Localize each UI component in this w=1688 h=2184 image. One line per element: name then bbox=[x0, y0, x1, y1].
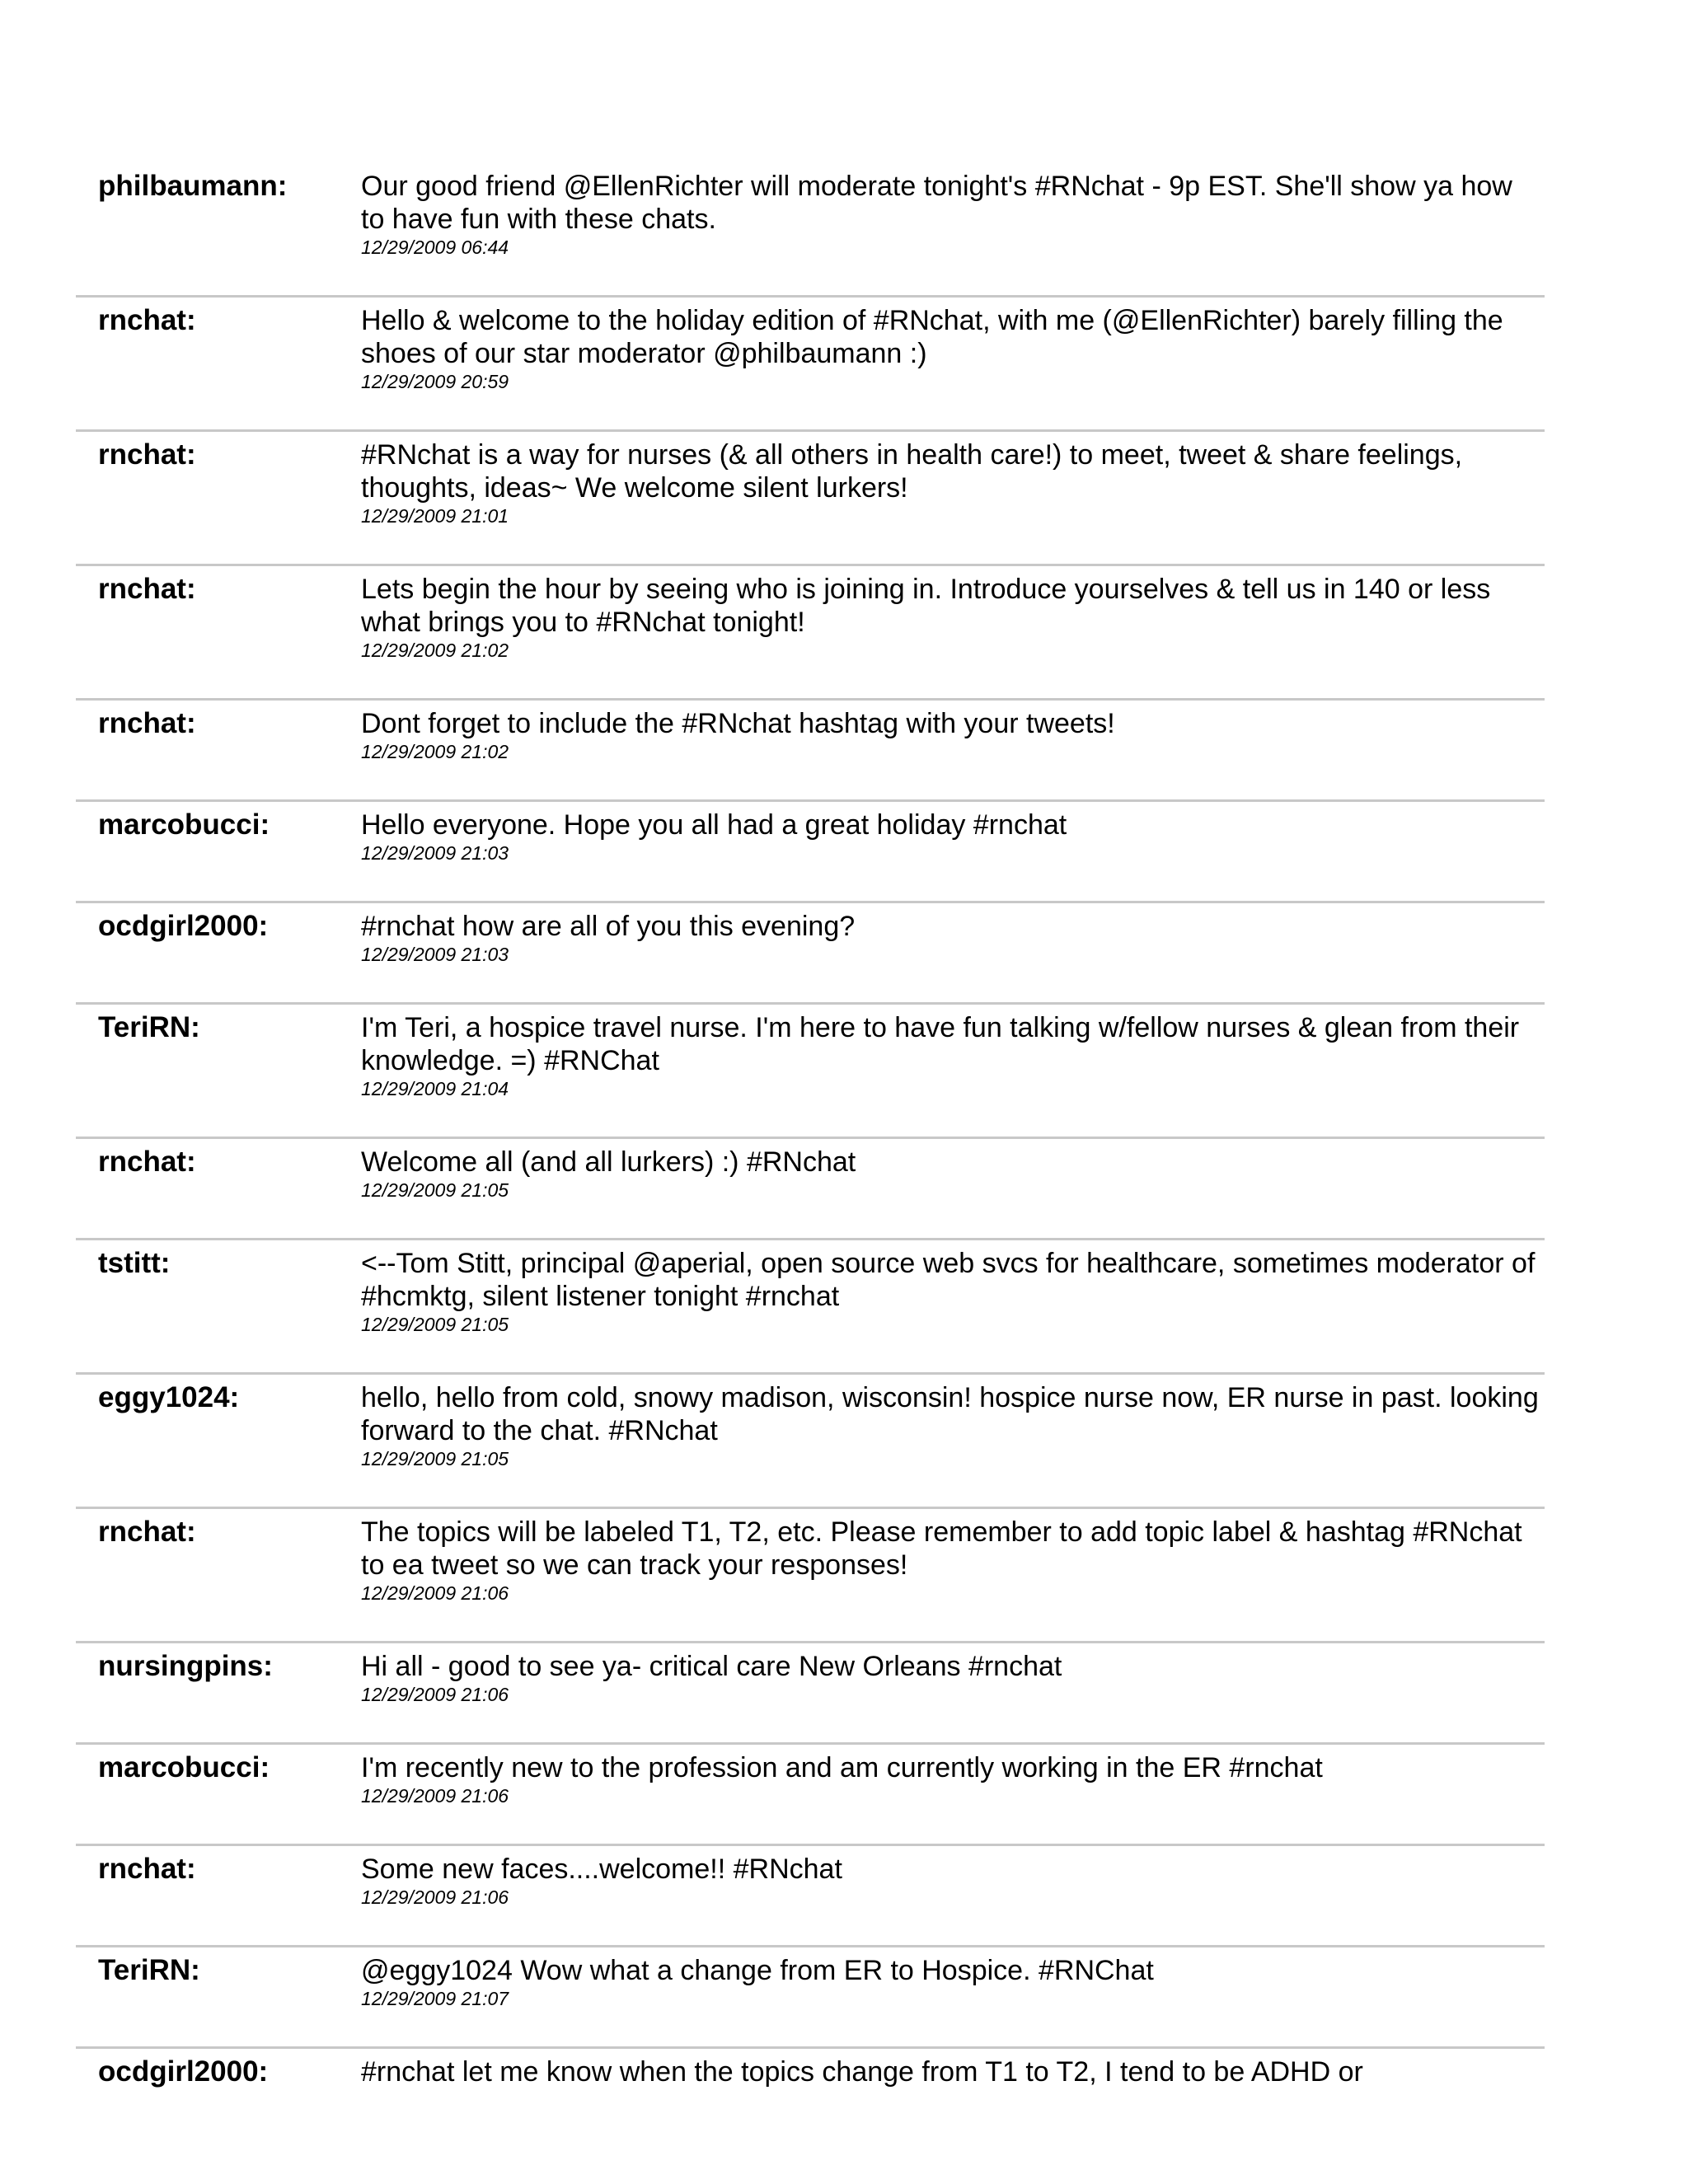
message bbox=[361, 707, 1540, 762]
message-text: #rnchat let me know when the topics change from T1 to T2, I tend to be ADHD or bbox=[361, 2056, 1363, 2088]
username: ocdgirl2000: bbox=[98, 910, 269, 942]
chat-entry bbox=[76, 1375, 1545, 1509]
chat-entry bbox=[76, 432, 1545, 566]
message-text: Lets begin the hour by seeing who is joining in. Introduce yourselves & tell us in 140 or less what brings you to #RNchat tonight! bbox=[361, 574, 1491, 638]
timestamp: 12/29/2009 20:59 bbox=[361, 371, 509, 392]
username: rnchat: bbox=[98, 304, 196, 336]
message-text: Dont forget to include the #RNchat hashtag with your tweets! bbox=[361, 708, 1115, 739]
timestamp: 12/29/2009 21:05 bbox=[361, 1314, 509, 1335]
chat-entry bbox=[76, 1643, 1545, 1745]
message bbox=[361, 1650, 1540, 1705]
timestamp: 12/29/2009 21:04 bbox=[361, 1078, 509, 1099]
chat-entry bbox=[76, 1139, 1545, 1240]
message-text: #RNchat is a way for nurses (& all others in health care!) to meet, tweet & share feelings, thoughts, ideas~ We welcome silent lurkers! bbox=[361, 439, 1463, 504]
chat-entry bbox=[76, 1846, 1545, 1947]
message-text: hello, hello from cold, snowy madison, wisconsin! hospice nurse now, ER nurse in past. looking forward to the chat. #RNchat bbox=[361, 1382, 1539, 1446]
timestamp: 12/29/2009 21:06 bbox=[361, 1785, 509, 1807]
message bbox=[361, 1516, 1540, 1604]
username: TeriRN: bbox=[98, 1011, 200, 1043]
username: marcobucci: bbox=[98, 1751, 270, 1783]
chat-entry bbox=[76, 1509, 1545, 1643]
chat-entry bbox=[76, 903, 1545, 1005]
message bbox=[361, 1247, 1540, 1335]
timestamp: 12/29/2009 06:44 bbox=[361, 237, 509, 258]
username: rnchat: bbox=[98, 707, 196, 739]
timestamp: 12/29/2009 21:06 bbox=[361, 1886, 509, 1908]
chat-entry bbox=[76, 701, 1545, 802]
username: rnchat: bbox=[98, 438, 196, 471]
username: rnchat: bbox=[98, 573, 196, 605]
username: TeriRN: bbox=[98, 1954, 200, 1986]
timestamp: 12/29/2009 21:07 bbox=[361, 1988, 509, 2009]
message-text: I'm Teri, a hospice travel nurse. I'm here to have fun talking w/fellow nurses & glean from their knowledge. =) #RNChat bbox=[361, 1012, 1520, 1076]
message-text: I'm recently new to the profession and am currently working in the ER #rnchat bbox=[361, 1752, 1323, 1783]
chat-entry bbox=[76, 163, 1545, 298]
chat-entry bbox=[76, 566, 1545, 701]
message bbox=[361, 1381, 1540, 1469]
chat-entry bbox=[76, 298, 1545, 432]
message bbox=[361, 1751, 1540, 1807]
timestamp: 12/29/2009 21:06 bbox=[361, 1684, 509, 1705]
timestamp: 12/29/2009 21:01 bbox=[361, 505, 509, 527]
message-text: <--Tom Stitt, principal @aperial, open source web svcs for healthcare, sometimes moderator of #hcmktg, silent listener tonight #rnchat bbox=[361, 1248, 1536, 1312]
message-text: Our good friend @EllenRichter will moderate tonight's #RNchat - 9p EST. She'll show ya how to have fun with these chats. bbox=[361, 171, 1512, 235]
chat-entry bbox=[76, 1745, 1545, 1846]
chat-entry bbox=[76, 802, 1545, 903]
timestamp: 12/29/2009 21:06 bbox=[361, 1582, 509, 1604]
message bbox=[361, 1011, 1540, 1099]
username: tstitt: bbox=[98, 1247, 171, 1279]
timestamp: 12/29/2009 21:02 bbox=[361, 640, 509, 661]
message bbox=[361, 808, 1540, 864]
message-text: The topics will be labeled T1, T2, etc. Please remember to add topic label & hashtag #RNchat to ea tweet so we can track your responses! bbox=[361, 1516, 1522, 1581]
username: rnchat: bbox=[98, 1516, 196, 1548]
username: marcobucci: bbox=[98, 808, 270, 841]
message bbox=[361, 910, 1540, 965]
message bbox=[361, 2055, 1540, 2088]
message-text: Hi all - good to see ya- critical care New Orleans #rnchat bbox=[361, 1651, 1062, 1682]
message-text: Hello & welcome to the holiday edition of #RNchat, with me (@EllenRichter) barely filling the shoes of our star moderator @philbaumann :) bbox=[361, 305, 1503, 369]
message bbox=[361, 1146, 1540, 1201]
message bbox=[361, 1954, 1540, 2009]
message-text: Some new faces....welcome!! #RNchat bbox=[361, 1854, 842, 1885]
timestamp: 12/29/2009 21:03 bbox=[361, 842, 509, 864]
message-text: Hello everyone. Hope you all had a great holiday #rnchat bbox=[361, 809, 1067, 841]
username: nursingpins: bbox=[98, 1650, 273, 1682]
message-text: @eggy1024 Wow what a change from ER to Hospice. #RNChat bbox=[361, 1955, 1154, 1986]
timestamp: 12/29/2009 21:05 bbox=[361, 1179, 509, 1201]
chat-transcript bbox=[76, 163, 1545, 2115]
username: philbaumann: bbox=[98, 170, 288, 202]
chat-entry bbox=[76, 1947, 1545, 2049]
chat-entry bbox=[76, 1240, 1545, 1375]
message bbox=[361, 1853, 1540, 1908]
username: rnchat: bbox=[98, 1146, 196, 1178]
timestamp: 12/29/2009 21:02 bbox=[361, 741, 509, 762]
username: eggy1024: bbox=[98, 1381, 240, 1413]
message bbox=[361, 438, 1540, 527]
username: ocdgirl2000: bbox=[98, 2055, 269, 2088]
message-text: #rnchat how are all of you this evening? bbox=[361, 911, 856, 942]
timestamp: 12/29/2009 21:03 bbox=[361, 944, 509, 965]
message bbox=[361, 304, 1540, 392]
chat-entry bbox=[76, 2049, 1545, 2115]
message bbox=[361, 573, 1540, 661]
message bbox=[361, 170, 1540, 258]
message-text: Welcome all (and all lurkers) :) #RNchat bbox=[361, 1146, 856, 1178]
chat-entry bbox=[76, 1005, 1545, 1139]
timestamp: 12/29/2009 21:05 bbox=[361, 1448, 509, 1469]
username: rnchat: bbox=[98, 1853, 196, 1885]
